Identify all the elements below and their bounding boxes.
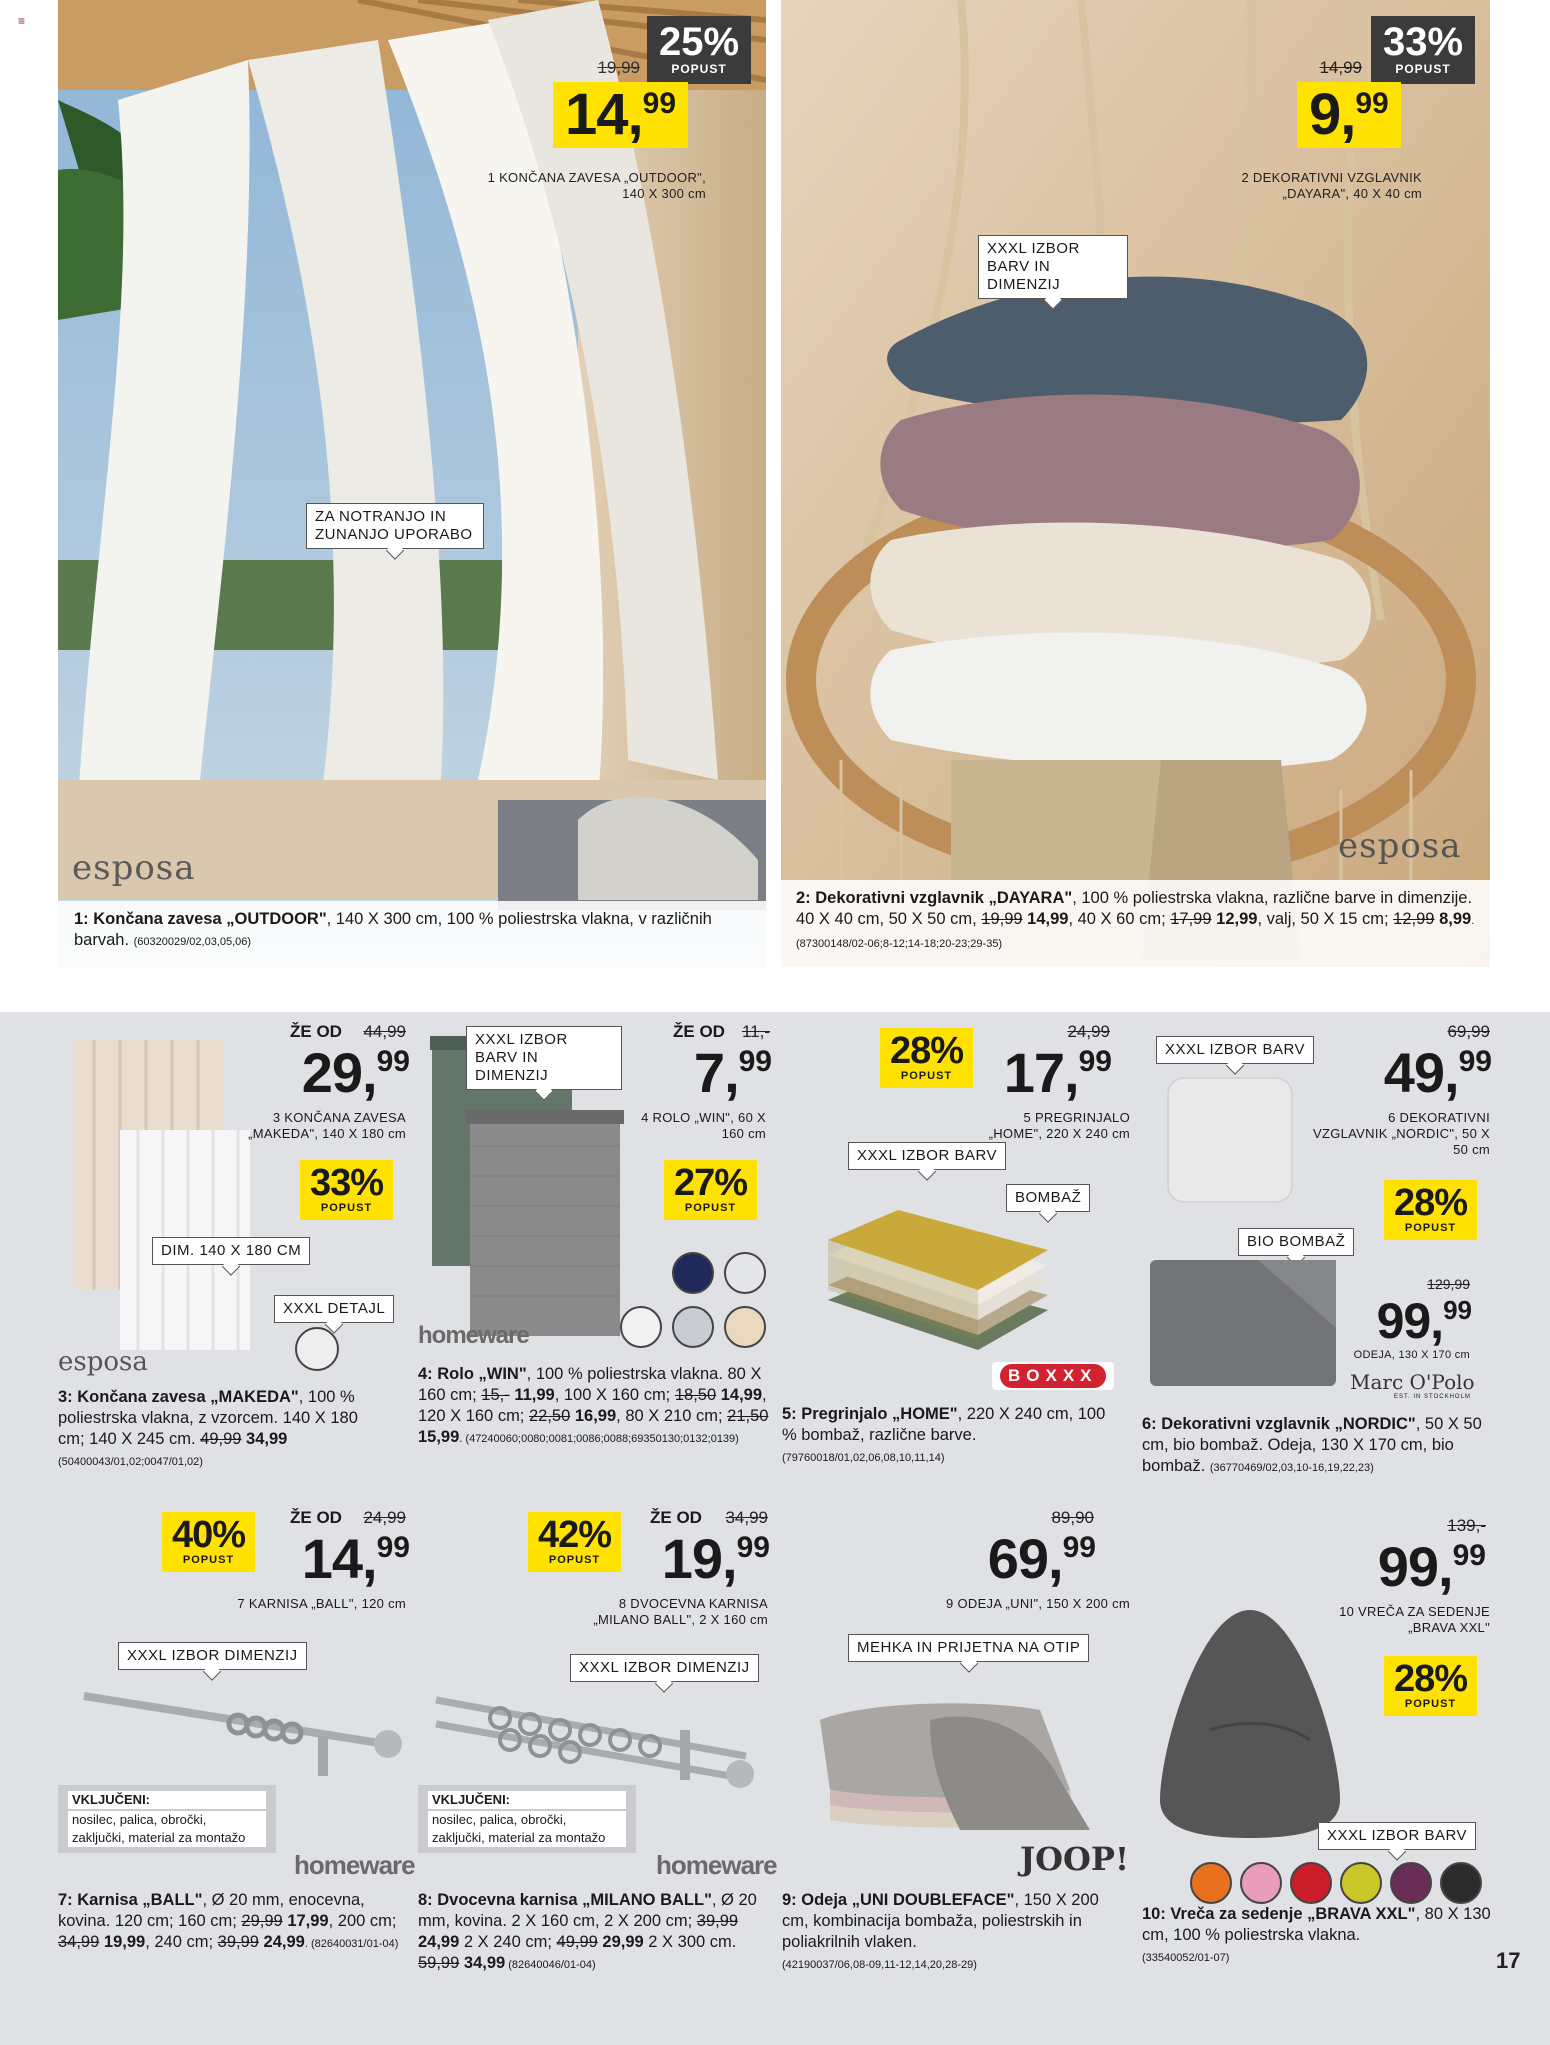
price-box-2 (1297, 82, 1401, 148)
brand-esposa-1: esposa (72, 848, 196, 888)
desc-new-price: 17,99 (287, 1912, 329, 1930)
price-dec: 99 (738, 1045, 772, 1078)
desc-8 (418, 1890, 770, 1976)
discount-pct: 42% (538, 1514, 612, 1556)
desc-code: (82640046/01-04) (505, 1959, 596, 1971)
brand-boxxx-text: BOXXX (1000, 1364, 1106, 1388)
desc-old-price: 19,99 (981, 910, 1023, 928)
desc-title: 1: Končana zavesa „OUTDOOR" (74, 910, 327, 928)
discount-label: POPUST (684, 1202, 737, 1214)
included-title: VKLJUČENI: (428, 1791, 626, 1809)
color-swatch[interactable] (672, 1306, 714, 1348)
price-dec: 99 (1458, 1045, 1492, 1078)
desc-text: , valj, 50 X 15 cm; (1257, 910, 1394, 928)
price-int: 29, (301, 1041, 377, 1104)
desc-code: (33540052/01-07) (1142, 1952, 1230, 1964)
old-price: 24,99 (363, 1508, 406, 1527)
desc-text: , 200 cm; (328, 1912, 397, 1930)
discount-label: POPUST (900, 1070, 953, 1082)
desc-1 (74, 909, 754, 953)
ze-od: ŽE OD (290, 1022, 342, 1041)
discount-pct: 25% (658, 20, 740, 64)
desc-text: , 100 % poliestrska vlakna, različne barve in dimenzije. 40 X 40 cm, 50 X 50 cm, (796, 889, 1473, 928)
desc-old-price: 49,99 (200, 1430, 242, 1448)
desc-6 (1142, 1414, 1498, 1479)
price-int: 19, (661, 1527, 737, 1590)
brand-homeware-4: homeware (418, 1322, 529, 1349)
desc-new-price: 24,99 (263, 1933, 305, 1951)
old-price: 44,99 (363, 1022, 406, 1041)
callout-detail: XXXL DETAJL (274, 1295, 394, 1323)
desc-title: 10: Vreča za sedenje „BRAVA XXL" (1142, 1905, 1416, 1923)
desc-code: (79760018/01,02,06,08,10,11,14) (782, 1452, 945, 1464)
included-line: nosilec, palica, obročki, (428, 1811, 626, 1829)
discount-badge-7 (162, 1512, 255, 1572)
discount-badge-10 (1384, 1656, 1477, 1716)
price-dec: 99 (1355, 87, 1389, 120)
desc-code: . (82640031/01-04) (304, 1938, 399, 1950)
nordic-pillow-image (1160, 1070, 1300, 1210)
brand-homeware-7: homeware (294, 1850, 415, 1880)
price-dec: 99 (1078, 1045, 1112, 1078)
callout-xxxl-dims-8: XXXL IZBOR DIMENZIJ (570, 1654, 759, 1682)
desc-old-price: 12,99 (1393, 910, 1435, 928)
price-int: 14, (565, 82, 643, 147)
callout-dimensions: DIM. 140 X 180 CM (152, 1237, 310, 1265)
desc-text: , 100 % poliestrska vlakna. 80 X 160 cm; (418, 1365, 762, 1404)
old-price: 19,99 (597, 58, 640, 77)
desc-new-price: 16,99 (574, 1407, 617, 1425)
color-swatch[interactable] (724, 1252, 766, 1294)
color-swatch[interactable] (724, 1306, 766, 1348)
desc-new-price: 8,99 (1439, 910, 1472, 928)
desc-new-price: 29,99 (602, 1933, 644, 1951)
price-dec: 99 (1443, 1295, 1472, 1325)
caption-3: 3 KONČANA ZAVESA „MAKEDA", 140 X 180 cm (248, 1110, 406, 1141)
desc-9 (782, 1890, 1122, 1976)
desc-old-price: 15,- (481, 1386, 510, 1404)
price-3 (270, 1042, 410, 1104)
discount-badge-2 (1371, 16, 1475, 84)
old-price: 24,99 (1067, 1022, 1110, 1041)
old-price: 89,90 (1051, 1508, 1094, 1527)
bedspread-image (818, 1200, 1048, 1360)
discount-badge-5 (880, 1028, 973, 1088)
desc-new-price: 14,99 (1027, 910, 1069, 928)
old-price: 139,- (1447, 1516, 1486, 1535)
callout-bio-cotton: BIO BOMBAŽ (1238, 1228, 1354, 1256)
color-swatch[interactable] (1390, 1862, 1432, 1904)
desc-code: (36770469/02,03,10-16,19,22,23) (1209, 1462, 1374, 1474)
brand-joop: JOOP! (1020, 1840, 1129, 1878)
discount-badge-4 (664, 1160, 757, 1220)
desc-new-price: 34,99 (246, 1430, 288, 1448)
caption-2: 2 DEKORATIVNI VZGLAVNIK „DAYARA", 40 X 40 cm (1241, 170, 1422, 201)
discount-pct: 33% (310, 1162, 384, 1204)
desc-old-price: 49,99 (556, 1933, 598, 1951)
price-6b (1340, 1290, 1472, 1352)
desc-title: 2: Dekorativni vzglavnik „DAYARA" (796, 889, 1073, 907)
desc-old-price: 18,50 (674, 1386, 717, 1404)
desc-4 (418, 1364, 773, 1450)
brand-marc-opolo: Marc O'Polo (1350, 1370, 1475, 1394)
price-5 (990, 1042, 1112, 1104)
desc-code: . (47240060;0080;0081;0086;0088;69350130;0132;0139) (459, 1433, 739, 1445)
caption-6: 6 DEKORATIVNI VZGLAVNIK „NORDIC", 50 X 50 cm (1313, 1110, 1490, 1157)
price-dec: 99 (376, 1045, 410, 1078)
price-dec: 99 (642, 87, 677, 120)
price-int: 9, (1309, 82, 1356, 147)
callout-indoor-outdoor: ZA NOTRANJO IN ZUNANJO UPORABO (306, 503, 484, 549)
price-10 (1330, 1536, 1486, 1598)
desc-code: (42190037/06,08-09,11-12,14,20,28-29) (782, 1959, 977, 1971)
included-title: VKLJUČENI: (68, 1791, 266, 1809)
caption-6b: ODEJA, 130 X 170 cm (1353, 1349, 1470, 1361)
ze-od: ŽE OD (290, 1508, 342, 1527)
desc-text: , 220 X 240 cm, 100 % bombaž, različne barve. (782, 1405, 1106, 1444)
desc-text: , 50 X 50 cm, bio bombaž. Odeja, 130 X 170 cm, bio bombaž. (1142, 1415, 1482, 1475)
callout-soft: MEHKA IN PRIJETNA NA OTIP (848, 1634, 1089, 1662)
discount-label: POPUST (1395, 62, 1451, 76)
desc-old-price: 39,99 (696, 1912, 739, 1930)
price-int: 99, (1377, 1535, 1453, 1598)
callout-xxxl-colors-6: XXXL IZBOR BARV (1156, 1036, 1314, 1064)
curtain-rod-milano-image (430, 1690, 760, 1800)
price-int: 99, (1376, 1293, 1444, 1349)
price-int: 14, (301, 1527, 377, 1590)
callout-xxxl-colors-5: XXXL IZBOR BARV (848, 1142, 1006, 1170)
corner-mark: ≡ (18, 14, 26, 28)
price-dec: 99 (376, 1531, 410, 1564)
discount-badge-1 (647, 16, 751, 84)
desc-old-price: 17,99 (1170, 910, 1212, 928)
desc-code: . (87300148/02-06;8-12;14-18;20-23;29-35) (796, 915, 1475, 950)
desc-7 (58, 1890, 410, 1955)
caption-4: 4 ROLO „WIN", 60 X 160 cm (641, 1110, 766, 1141)
page-number: 17 (1496, 1948, 1521, 1973)
curtain-rod-ball-image (78, 1676, 408, 1786)
discount-label: POPUST (671, 62, 727, 76)
price-int: 69, (987, 1527, 1063, 1590)
desc-old-price: 22,50 (528, 1407, 571, 1425)
price-int: 49, (1383, 1041, 1459, 1104)
brand-homeware-8: homeware (656, 1850, 777, 1880)
discount-label: POPUST (1404, 1222, 1457, 1234)
desc-text: , 100 X 160 cm; (554, 1386, 675, 1404)
old-price: 14,99 (1319, 58, 1362, 77)
callout-cotton: BOMBAŽ (1006, 1184, 1090, 1212)
discount-label: POPUST (320, 1202, 373, 1214)
color-swatch[interactable] (620, 1306, 662, 1348)
old-price: 11,- (741, 1022, 770, 1041)
price-4 (660, 1042, 772, 1104)
desc-5 (782, 1404, 1122, 1469)
desc-old-price: 21,50 (727, 1407, 769, 1425)
price-9 (950, 1528, 1096, 1590)
desc-text: , 100 % poliestrska vlakna, z vzorcem. 140 X 180 cm; 140 X 245 cm. (58, 1388, 358, 1448)
caption-7: 7 KARNISA „BALL", 120 cm (237, 1596, 406, 1611)
desc-text: , 240 cm; (145, 1933, 218, 1951)
price-8 (630, 1528, 770, 1590)
discount-pct: 33% (1382, 20, 1464, 64)
desc-code: (50400043/01,02;0047/01,02) (58, 1456, 203, 1468)
price-dec: 99 (736, 1531, 770, 1564)
ze-od: ŽE OD (673, 1022, 725, 1041)
desc-title: 5: Pregrinjalo „HOME" (782, 1405, 958, 1423)
discount-pct: 28% (890, 1030, 964, 1072)
price-6 (1340, 1042, 1492, 1104)
desc-text: , 40 X 60 cm; (1068, 910, 1171, 928)
desc-text: , Ø 20 mm, enocevna, kovina. 120 cm; 160 cm; (58, 1891, 365, 1930)
desc-new-price: 19,99 (103, 1933, 146, 1951)
desc-new-price: 34,99 (463, 1954, 506, 1972)
included-box-7 (58, 1785, 276, 1853)
desc-text: , 140 X 300 cm, 100 % poliestrska vlakna, v različnih barvah. (74, 910, 712, 949)
included-box-8 (418, 1785, 636, 1853)
desc-text: , 150 X 200 cm, kombinacija bombaža, poliestrskih in poliakrilnih vlaken. (782, 1891, 1099, 1951)
brand-esposa-2: esposa (1338, 826, 1462, 866)
desc-old-price: 34,99 (58, 1933, 100, 1951)
caption-5: 5 PREGRINJALO „HOME", 220 X 240 cm (988, 1110, 1130, 1141)
price-7 (270, 1528, 410, 1590)
desc-old-price: 29,99 (241, 1912, 283, 1930)
callout-xxxl-colors-10: XXXL IZBOR BARV (1318, 1822, 1476, 1850)
discount-pct: 28% (1394, 1658, 1468, 1700)
discount-badge-8 (528, 1512, 621, 1572)
ze-od: ŽE OD (650, 1508, 702, 1527)
color-swatch[interactable] (1190, 1862, 1232, 1904)
price-box-1 (553, 82, 688, 148)
color-swatch[interactable] (1290, 1862, 1332, 1904)
discount-pct: 27% (674, 1162, 748, 1204)
color-swatch[interactable] (672, 1252, 714, 1294)
desc-2 (796, 888, 1480, 955)
price-dec: 99 (1452, 1539, 1486, 1572)
desc-new-price: 15,99 (418, 1428, 460, 1446)
discount-label: POPUST (182, 1554, 235, 1566)
color-swatch[interactable] (1440, 1862, 1482, 1904)
desc-title: 6: Dekorativni vzglavnik „NORDIC" (1142, 1415, 1416, 1433)
desc-text: , Ø 20 mm, kovina. 2 X 160 cm, 2 X 200 cm; (418, 1891, 757, 1930)
callout-xxxl-dims-7: XXXL IZBOR DIMENZIJ (118, 1642, 307, 1670)
desc-text: , 80 X 210 cm; (616, 1407, 728, 1425)
desc-3 (58, 1387, 388, 1473)
desc-title: 9: Odeja „UNI DOUBLEFACE" (782, 1891, 1015, 1909)
old-price: 69,99 (1447, 1022, 1490, 1041)
discount-pct: 40% (172, 1514, 246, 1556)
desc-text: 2 X 240 cm; (459, 1933, 557, 1951)
brand-boxxx (992, 1362, 1114, 1390)
callout-xxxl-colors: XXXL IZBOR BARV IN DIMENZIJ (978, 235, 1128, 299)
discount-badge-6 (1384, 1180, 1477, 1240)
desc-new-price: 11,99 (514, 1386, 555, 1404)
desc-10 (1142, 1904, 1498, 1969)
desc-title: 7: Karnisa „BALL" (58, 1891, 203, 1909)
price-int: 17, (1003, 1041, 1079, 1104)
price-int: 7, (693, 1041, 739, 1104)
discount-label: POPUST (548, 1554, 601, 1566)
included-line: zaključki, material za montažo (68, 1829, 266, 1847)
discount-label: POPUST (1404, 1698, 1457, 1710)
desc-text: 2 X 300 cm. (643, 1933, 737, 1951)
caption-1: 1 KONČANA ZAVESA „OUTDOOR", 140 X 300 cm (487, 170, 706, 201)
caption-10: 10 VREČA ZA SEDENJE „BRAVA XXL" (1339, 1604, 1490, 1635)
callout-xxxl-colors-dims: XXXL IZBOR BARV IN DIMENZIJ (466, 1026, 622, 1090)
desc-title: 4: Rolo „WIN" (418, 1365, 527, 1383)
desc-new-price: 24,99 (418, 1933, 460, 1951)
discount-pct: 28% (1394, 1182, 1468, 1224)
included-line: zaključki, material za montažo (428, 1829, 626, 1847)
desc-new-price: 14,99 (720, 1386, 763, 1404)
included-line: nosilec, palica, obročki, (68, 1811, 266, 1829)
desc-old-price: 39,99 (217, 1933, 259, 1951)
old-price-2: 129,99 (1427, 1276, 1470, 1292)
desc-title: 8: Dvocevna karnisa „MILANO BALL" (418, 1891, 712, 1909)
desc-new-price: 12,99 (1216, 910, 1258, 928)
detail-swatch (295, 1327, 339, 1371)
old-price: 34,99 (725, 1508, 768, 1527)
caption-8: 8 DVOCEVNA KARNISA „MILANO BALL", 2 X 160 cm (593, 1596, 768, 1627)
color-swatch[interactable] (1340, 1862, 1382, 1904)
brand-esposa-3: esposa (58, 1347, 148, 1377)
desc-text: , 120 X 160 cm; (418, 1386, 767, 1425)
desc-old-price: 59,99 (418, 1954, 460, 1972)
brand-sub: EST. IN STOCKHOLM (1394, 1394, 1471, 1400)
desc-title: 3: Končana zavesa „MAKEDA" (58, 1388, 299, 1406)
discount-badge-3 (300, 1160, 393, 1220)
color-swatch[interactable] (1240, 1862, 1282, 1904)
beanbag-image (1150, 1600, 1350, 1840)
price-dec: 99 (1062, 1531, 1096, 1564)
duvet-image (810, 1680, 1100, 1840)
blanket-image (1148, 1258, 1338, 1388)
desc-code: (60320029/02,03,05,06) (133, 936, 252, 948)
caption-9: 9 ODEJA „UNI", 150 X 200 cm (946, 1596, 1130, 1611)
desc-text: , 80 X 130 cm, 100 % poliestrska vlakna. (1142, 1905, 1491, 1944)
